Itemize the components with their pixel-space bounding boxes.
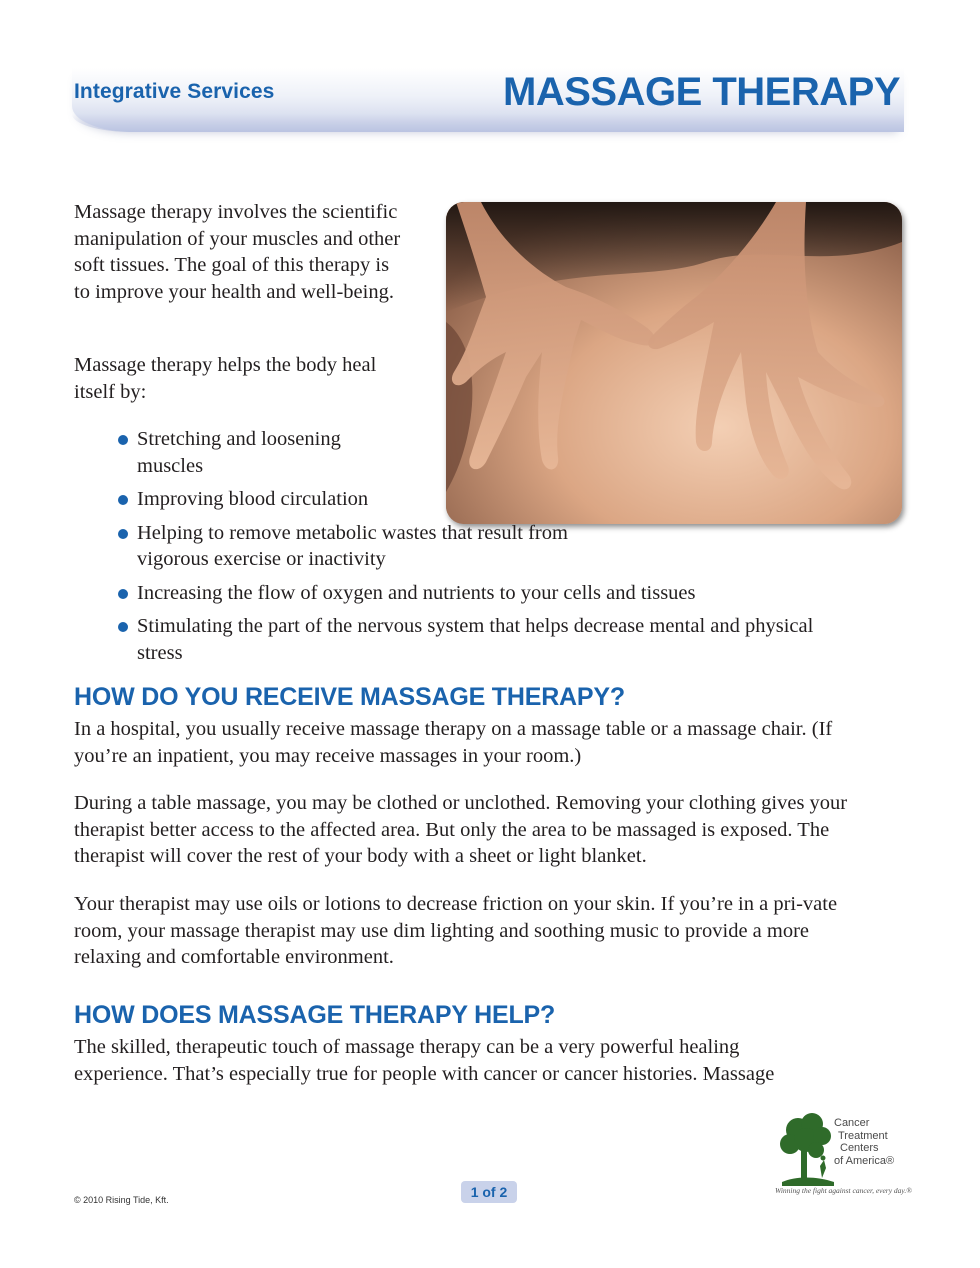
helps-paragraph: Massage therapy helps the body heal itself by: <box>74 354 377 403</box>
logo-text <box>834 1117 894 1167</box>
list-item <box>118 613 827 666</box>
list-item-text: Increasing the flow of oxygen and nutrients to your cells and tissues <box>137 581 696 604</box>
help-paragraph: The skilled, therapeutic touch of massage therapy can be a very powerful healing experience. That’s especially true for people with cancer or cancer histories. Massage <box>74 1036 775 1085</box>
list-item <box>118 426 377 479</box>
page-indicator: 1 of 2 <box>461 1181 517 1203</box>
heading-help: HOW DOES MASSAGE THERAPY HELP? <box>74 1001 556 1029</box>
list-item <box>118 520 637 573</box>
bullet-dot-icon <box>118 495 128 505</box>
section-tag: Integrative Services <box>74 80 275 103</box>
logo-line: Cancer <box>834 1117 870 1129</box>
bullet-dot-icon <box>118 435 128 445</box>
list-item <box>118 486 437 513</box>
bullet-dot-icon <box>118 589 128 599</box>
receive-paragraph-2: During a table massage, you may be clothed or unclothed. Removing your clothing gives your therapist better access to the affected area. But only the area to be massaged is exposed. The therapist will cover the rest of your body with a sheet or light blanket. <box>74 792 848 867</box>
list-item <box>118 580 837 607</box>
intro-paragraph: Massage therapy involves the scientific manipulation of your muscles and other soft tissues. The goal of this therapy is to improve your health and well-being. <box>74 201 401 303</box>
list-item-text: Helping to remove metabolic wastes that result from vigorous exercise or inactivity <box>137 521 568 570</box>
receive-paragraph-1: In a hospital, you usually receive massage therapy on a massage table or a massage chair. (If you’re an inpatient, you may receive massages in your room.) <box>74 718 833 767</box>
logo-line: Centers <box>840 1142 879 1154</box>
page-title: MASSAGE THERAPY <box>503 70 900 114</box>
heading-receive: HOW DO YOU RECEIVE MASSAGE THERAPY? <box>74 683 625 711</box>
list-item-text: Stretching and loosening muscles <box>137 428 341 477</box>
receive-paragraph-3: Your therapist may use oils or lotions to decrease friction on your skin. If you’re in a pri-vate room, your massage therapist may use dim lighting and soothing music to provide a more relaxing and comfortable environment. <box>74 893 838 968</box>
list-item-text: Improving blood circulation <box>137 488 369 510</box>
bullet-dot-icon <box>118 529 128 539</box>
logo-line: Treatment <box>838 1129 888 1142</box>
copyright: © 2010 Rising Tide, Kft. <box>74 1195 169 1205</box>
benefits-list <box>118 426 878 673</box>
bullet-dot-icon <box>118 622 128 632</box>
list-item-text: Stimulating the part of the nervous system that helps decrease mental and physical stress <box>137 615 814 664</box>
logo-line: of America® <box>834 1154 895 1167</box>
tagline: Winning the fight against cancer, every day.® <box>775 1186 912 1195</box>
